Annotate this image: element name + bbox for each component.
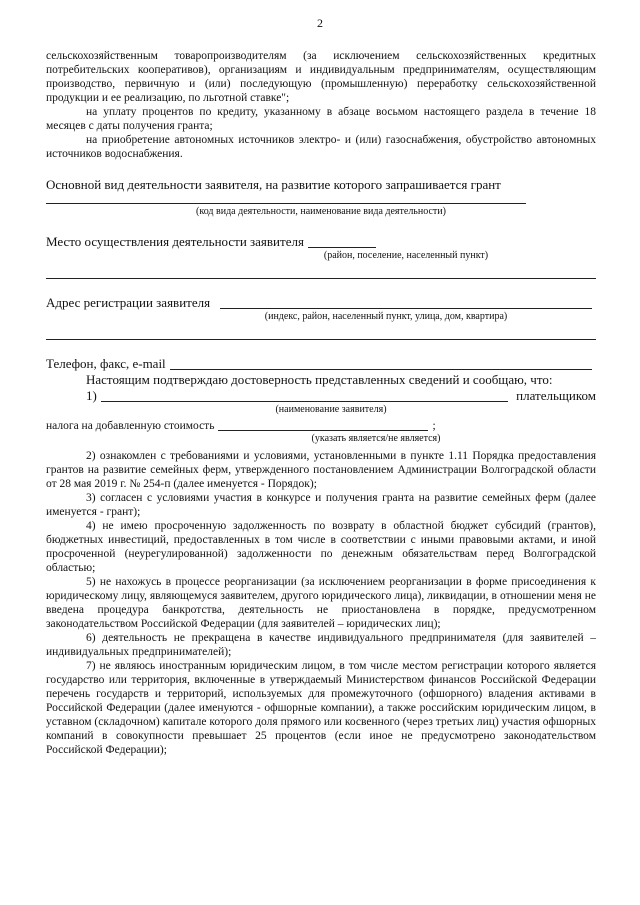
main-activity-label: Основной вид деятельности заявителя, на развитие которого запрашивается грант bbox=[46, 177, 501, 192]
address-label: Адрес регистрации заявителя bbox=[46, 295, 211, 310]
applicant-name-field[interactable] bbox=[101, 401, 508, 402]
location-field[interactable] bbox=[308, 247, 376, 248]
address-row bbox=[46, 295, 596, 311]
confirm-statement: Настоящим подтверждаю достоверность представленных сведений и сообщаю, что: bbox=[86, 372, 553, 387]
autonomous-paragraph: на приобретение автономных источников электро- и (или) газоснабжения, обустройство автономных источников водоснабжения. bbox=[46, 134, 596, 160]
item2: 2) ознакомлен с требованиями и условиями, установленными в пункте 1.11 Порядка предоставления грантов на развитие семейных ферм, утвержденного постановлением Администрации Волгоградской области от 28 мая 2019 г. № 254-п (далее именуется - Порядок); bbox=[46, 450, 596, 490]
contacts-label: Телефон, факс, e-mail bbox=[46, 356, 166, 371]
item6: 6) деятельность не прекращена в качестве индивидуального предпринимателя (для заявителей – индивидуальных предпринимателей); bbox=[46, 632, 596, 658]
page-number: 2 bbox=[317, 16, 323, 30]
location-label: Место осуществления деятельности заявителя bbox=[46, 234, 304, 249]
item7: 7) не являюсь иностранным юридическим лицом, в том числе местом регистрации которого является государство или территория, включенные в утверждаемый Министерством финансов Российской Федерации перечень государств и территорий, используемых для промежуточного (офшорного) владения активами в Российской Федерации (далее именуются - офшорные компании), а также российским юридическим лицом, в уставном (складочном) капитале которого доля прямого или косвенного (через третьих лиц) участия офшорных компаний в совокупности превышает 25 процентов (если иное не предусмотрено законодательством Российской Федерации); bbox=[46, 660, 596, 756]
address-caption: (индекс, район, населенный пункт, улица, дом, квартира) bbox=[264, 311, 508, 322]
address-field[interactable] bbox=[220, 308, 592, 309]
main-activity-field[interactable] bbox=[46, 203, 526, 204]
item3: 3) согласен с условиями участия в конкурсе и получения гранта на развитие семейных ферм (далее именуется - грант); bbox=[46, 492, 596, 518]
item5: 5) не нахожусь в процессе реорганизации (за исключением реорганизации в форме присоединения к юридическому лицу, являющемуся заявителем, другого юридического лица), ликвидации, в отношении меня не введена процедура банкротства, деятельность не приостановлена в порядке, предусмотренном законодательством Российской Федерации (для заявителей – юридических лиц); bbox=[46, 576, 596, 630]
intro-paragraph: сельскохозяйственным товаропроизводителям (за исключением сельскохозяйственных кредитных потребительских кооперативов), организациям и индивидуальным предпринимателям, осуществляющим производство, первичную и (или) последующую (промышленную) переработку сельскохозяйственной продукции и ее реализацию, по льготной ставке"; bbox=[46, 50, 596, 104]
item4: 4) не имею просроченную задолженность по возврату в областной бюджет субсидий (грантов), бюджетных инвестиций, предоставленных в том числе в соответствии с иными правовыми актами, и иной просроченной (неурегулированной) задолженности по денежным обязательствам перед Волгоградской областью; bbox=[46, 520, 596, 574]
item1-caption: (наименование заявителя) bbox=[275, 404, 387, 415]
item1-row bbox=[46, 388, 596, 404]
vat-caption: (указать является/не является) bbox=[311, 433, 441, 444]
vat-label: налога на добавленную стоимость bbox=[46, 420, 215, 432]
main-activity-caption: (код вида деятельности, наименование вида деятельности) bbox=[196, 206, 446, 217]
document-body bbox=[46, 49, 596, 757]
vat-row bbox=[46, 419, 596, 433]
contacts-row bbox=[46, 356, 596, 372]
item1-suffix: плательщиком bbox=[516, 388, 596, 403]
location-caption: (район, поселение, населенный пункт) bbox=[323, 250, 489, 261]
loan-paragraph: на уплату процентов по кредиту, указанному в абзаце восьмом настоящего раздела в течение 18 месяцев с даты получения гранта; bbox=[46, 106, 596, 132]
location-row bbox=[46, 234, 596, 250]
item1-prefix: 1) bbox=[86, 388, 97, 403]
vat-status-field[interactable] bbox=[218, 430, 428, 431]
vat-suffix: ; bbox=[432, 420, 436, 432]
contacts-field[interactable] bbox=[170, 369, 592, 370]
